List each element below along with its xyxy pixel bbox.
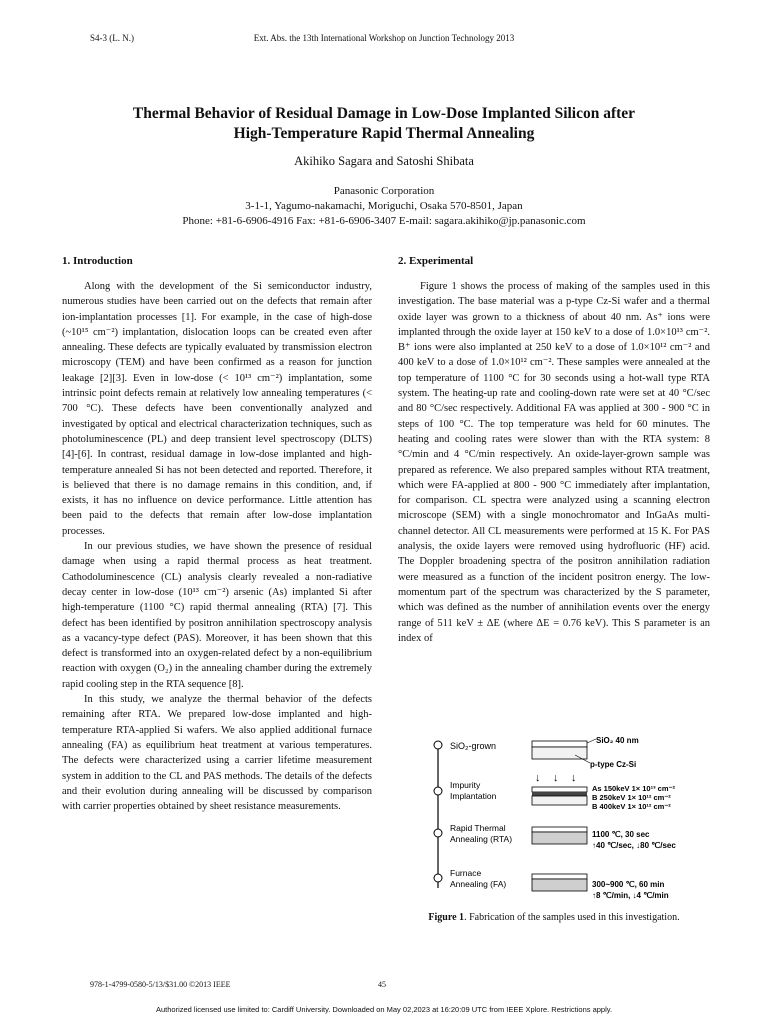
intro-paragraph-1: Along with the development of the Si semiconductor industry, numerous studies have been carried out on the defects that remain after ion-implantation processes [1]. For example, in the case of high-dose (~10¹⁵ cm⁻²) implantation, dislocation loops can be created even after annealing. These defects are typically evaluated by transmission electron microscopy (TEM) and have been confirmed as a reason for junction leakage [2][3]. Even in low-dose (< 10¹³ cm⁻²) implantation, some intrinsic point defects remain at relatively low annealing temperatures (< 700 °C). These defects have been conventionally analyzed and investigated by optical and electrical characterization techniques, such as photoluminescence (PL) and deep transient level spectroscopy (DLTS) [4]-[6]. In contrast, residual damage in low-dose implanted and high-temperature annealed Si has not been detected and reported. Therefore, it is believed that there is no damage remains in this condition, and, if exists, it has no influence on device performance. Little attention has been paid to the defects that remain after low-dose implantation processes. — [62, 281, 372, 537]
annealed-substrate-fa — [532, 879, 587, 891]
step-node-3 — [434, 829, 442, 837]
step-node-1 — [434, 741, 442, 749]
step-node-4 — [434, 874, 442, 882]
substrate-2 — [532, 796, 587, 805]
implant-arrow-icon: ↓ — [571, 772, 577, 784]
rta-condition-1: 1100 ℃, 30 sec — [592, 830, 650, 839]
rta-condition-2: ↑40 ℃/sec, ↓80 ℃/sec — [592, 841, 676, 850]
left-column — [62, 255, 372, 814]
intro-paragraph-2: In our previous studies, we have shown the presence of residual damage when using a rapid thermal process as heat treatment. Cathodoluminescence (CL) analysis clearly revealed a non-radiative decay center in low-dose (10¹³ cm⁻²) arsenic (As) implanted Si after high-temperature (1100 °C) rapid thermal annealing (RTA) [7]. This defect has been identified by positron annihilation spectroscopy analysis as a vacancy-type defect (PAS). Moreover, it has been shown that this defect is transformed into an oxygen-related defect by a non-equilibrium reaction with oxygen (O₂) in the annealing chamber during the extremely rapid cooling step in the RTA sequence [8]. — [62, 541, 372, 690]
implant-arrow-icon: ↓ — [553, 772, 559, 784]
process-flow-figure — [420, 733, 710, 933]
implant-arrow-icon: ↓ — [535, 772, 541, 784]
title-line-2: High-Temperature Rapid Thermal Annealing — [233, 125, 535, 142]
sio2-thickness-label: SiO₂ 40 nm — [596, 736, 639, 745]
step-label-implantation: Implantation — [450, 791, 497, 801]
experimental-paragraph-1: Figure 1 shows the process of making of the samples used in this investigation. The base material was a p-type Cz-Si wafer and a thermal oxide layer was grown to a thickness of about 40 nm. As⁺ ions were implanted through the oxide layer at 150 keV to a dose of 1.0×10¹³ cm⁻². B⁺ ions were also implanted at 250 keV to a dose of 1.0×10¹² cm⁻² and 400 keV to a dose of 1.0×10¹² cm⁻². These samples were annealed at the top temperature of 1100 °C for 30 seconds using a hot-wall type RTA system. The heating-up rate and cooling-down rate were set at 40 °C/sec and 80 °C/sec respectively. Additional FA was applied at 300 - 900 °C in steps of 100 °C. The top temperature was held for 60 minutes. The heating and cooling rates were slower than with the RTA system: 8 °C/min and 4 °C/min respectively. An oxide-layer-grown sample was prepared as reference. We also prepared samples without RTA treatment, which were FA-applied at 800 - 900 °C immediately after implantation, for comparison. CL spectra were analyzed using a scanning electron microscope (SEM) with a single monochromator and InGaAs multi-channel detector. All CL measurements were performed at 15 K. For PAS analysis, the oxide layers were removed using hydrofluoric (HF) acid. The Doppler broadening spectra of the positron annihilation radiation were measured as a function of the incident positron energy. The low-momentum part of the spectrum was characterized by the S parameter, which was defined as the number of annihilation events over the energy range of 511 keV ± ΔE (where ΔE = 0.76 keV). This S parameter is an index of — [398, 281, 710, 644]
right-column — [398, 255, 710, 646]
license-notice: Authorized licensed use limited to: Cardiff University. Downloaded on May 02,2023 at 16:20:09 UTC from IEEE Xplore. Restrictions apply. — [155, 1005, 613, 1014]
figure-caption-label: Figure 1 — [428, 912, 465, 923]
step-label-fa-1: Furnace — [450, 868, 482, 878]
step-label-impurity: Impurity — [450, 780, 481, 790]
implant-condition-as: As 150keV 1× 10¹³ cm⁻² — [592, 784, 675, 793]
implanted-layer — [532, 792, 587, 796]
oxide-layer-4 — [532, 874, 587, 879]
experimental-heading: 2. Experimental — [398, 255, 474, 267]
affiliation — [0, 184, 768, 229]
step-label-rta-2: Annealing (RTA) — [450, 834, 513, 844]
step-label-fa-2: Annealing (FA) — [450, 879, 507, 889]
intro-heading: 1. Introduction — [62, 255, 133, 267]
oxide-layer-3 — [532, 827, 587, 832]
footer-isbn: 978-1-4799-0580-5/13/$31.00 ©2013 IEEE — [90, 980, 231, 989]
running-header-left: S4-3 (L. N.) — [90, 33, 134, 43]
affiliation-org: Panasonic Corporation — [333, 185, 435, 197]
sio2-leader — [587, 739, 596, 743]
affiliation-contact: Phone: +81-6-6906-4916 Fax: +81-6-6906-3407 E-mail: sagara.akihiko@jp.panasonic.com — [182, 215, 586, 227]
substrate-type-label: p-type Cz-Si — [590, 760, 637, 769]
step-node-2 — [434, 787, 442, 795]
figure-caption-text: . Fabrication of the samples used in this investigation. — [464, 912, 680, 923]
implant-condition-b250: B 250keV 1× 10¹² cm⁻² — [592, 793, 671, 802]
title-line-1: Thermal Behavior of Residual Damage in Low-Dose Implanted Silicon after — [132, 105, 636, 122]
affiliation-address: 3-1-1, Yagumo-nakamachi, Moriguchi, Osaka 570-8501, Japan — [245, 200, 523, 212]
oxide-layer-2 — [532, 787, 587, 792]
step-label-sio2: SiO₂-grown — [450, 741, 497, 751]
annealed-substrate-rta — [532, 832, 587, 844]
fa-condition-2: ↑8 ℃/min, ↓4 ℃/min — [592, 891, 669, 900]
paper-title — [60, 104, 708, 144]
page-number: 45 — [378, 980, 386, 989]
intro-paragraph-3: In this study, we analyze the thermal behavior of the defects remaining after RTA. We prepared low-dose implanted and high-temperature RTA-applied Si wafers. We also applied additional furnace annealing (FA) as equilibrium heat treatment at various temperatures. The defects were characterized using a carrier lifetime measurement system in addition to the CL and PAS methods. The details of the defects and their evolution during annealing will be discussed by comparison with carrier properties obtained by sheet resistance measurements. — [62, 694, 372, 813]
fa-condition-1: 300~900 ℃, 60 min — [592, 880, 665, 889]
authors: Akihiko Sagara and Satoshi Shibata — [294, 154, 474, 168]
oxide-layer-1 — [532, 741, 587, 747]
figure-caption — [398, 912, 710, 923]
implant-condition-b400: B 400keV 1× 10¹² cm⁻² — [592, 802, 671, 811]
running-header-center: Ext. Abs. the 13th International Workshop on Junction Technology 2013 — [253, 33, 515, 43]
step-label-rta-1: Rapid Thermal — [450, 823, 506, 833]
